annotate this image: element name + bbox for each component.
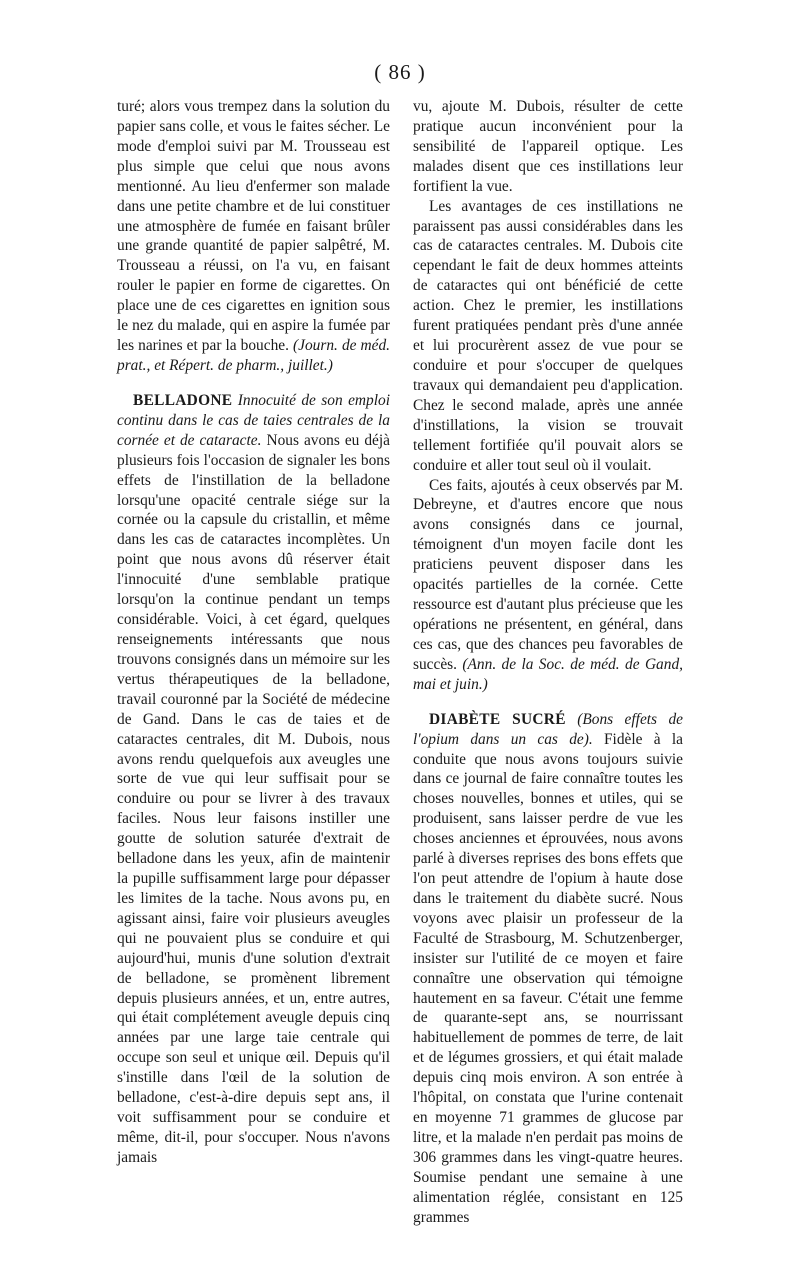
paragraph-text: turé; alors vous trempez dans la solution du papier sans colle, et vous le faites sécher. Le mode d'emploi suivi par M. Trousseau est plus simple que celui que nous avons mentionné. Au lieu d'enfermer son malade dans une petite chambre et de lui constituer une atmosphère de fumée en faisant brûler une grande quantité de papier salpêtré, M. Trousseau a réussi, on l'a vu, en faisant rouler le papier en forme de cigarettes. On place une de ces cigarettes en ignition sous le nez du malade, qui en aspire la fumée par les narines et par la bouche.: [117, 98, 390, 355]
citation: (Ann. de la Soc. de méd. de Gand, mai et juin.): [413, 655, 683, 693]
page-number: ( 86 ): [374, 60, 426, 84]
paragraph: [117, 97, 390, 376]
section-heading: [117, 391, 390, 1168]
left-column: [117, 97, 390, 1168]
paragraph: Les avantages de ces instillations ne paraissent pas aussi considérables dans les cas de cataractes centrales. M. Dubois cite cependant le fait de deux hommes atteints de cataractes qui ont bénéficié de cette action. Chez le premier, les instillations furent pratiquées pendant près d'une année et lui procurèrent assez de vue pour se conduire et pour s'occuper de quelques travaux qui demandaient peu d'application. Chez le second malade, après une année d'instillations, la vision se trouvait tellement fortifiée qu'il pouvait alors se conduire et aller tout seul où il voulait.: [413, 197, 683, 474]
section-title: DIABÈTE SUCRÉ: [429, 710, 566, 728]
section-heading: [413, 710, 683, 1228]
section-subtitle: (Bons effets de l'opium dans un cas de).: [413, 710, 683, 748]
paragraph: vu, ajoute M. Dubois, résulter de cette pratique aucun inconvénient pour la sensibilité de l'appareil optique. Les malades disent que ces instillations leur fortifient la vue.: [413, 98, 683, 195]
paragraph: [413, 476, 683, 695]
section-subtitle: Innocuité de son emploi continu dans le cas de taies centrales de la cornée et de cataracte.: [117, 391, 390, 449]
paragraph-text: Ces faits, ajoutés à ceux observés par M. Debreyne, et d'autres encore que nous avons consignés dans ce journal, témoignent d'un moyen facile dont les praticiens peuvent disposer dans les opacités partielles de la cornée. Cette ressource est d'autant plus précieuse que les opérations ne présentent, en général, dans ces cas, que des chances peu favorables de succès.: [413, 476, 683, 673]
citation: (Journ. de méd. prat., et Répert. de pharm., juillet.): [117, 337, 391, 374]
paragraph-text: Nous avons eu déjà plusieurs fois l'occasion de signaler les bons effets de l'instillation de la belladone lorsqu'une opacité centrale siége sur la cornée ou la capsule du cristallin, et même dans les cas de cataractes incomplètes. Un point que nous avons dû réserver était l'innocuité d'une semblable pratique lorsqu'on la continue pendant un temps considérable. Voici, à cet égard, quelques renseignements intéressants que nous trouvons consignés dans un mémoire sur les vertus thérapeutiques de la belladone, travail couronné par la Société de médecine de Gand. Dans le cas de taies et de cataractes centrales, dit M. Dubois, nous avons rendu quelquefois aux aveugles une sorte de vue qui leur suffisait pour se conduire ou pour se livrer à des travaux faciles. Nous leur faisons instiller une goutte de solution saturée d'extrait de belladone dans les yeux, afin de maintenir la pupille suffisamment large pour dépasser les limites de la tache. Nous avons pu, en agissant ainsi, faire voir plusieurs aveugles qui ne pouvaient plus se conduire et qui aujourd'hui, munis d'une solution d'extrait de belladone, se promènent librement depuis plusieurs années, et un, entre autres, qui était complétement aveugle depuis cinq années par une large taie centrale qui occupe son seul et unique œil. Depuis qu'il s'instille dans l'œil de la solution de belladone, c'est-à-dire depuis sept ans, il voit suffisamment pour se conduire et même, dit-il, pour s'occuper. Nous n'avons jamais: [117, 431, 390, 1166]
paragraph-text: Fidèle à la conduite que nous avons toujours suivie dans ce journal de faire connaître toutes les choses nouvelles, bonnes et utiles, qui se produisent, sans laisser perdre de vue les choses anciennes et éprouvées, nous avons parlé à diverses reprises des bons effets que l'on peut attendre de l'opium à haute dose dans le traitement du diabète sucré. Nous voyons avec plaisir un professeur de la Faculté de Strasbourg, M. Schutzenberger, insister sur l'utilité de ce moyen et faire connaître une observation qui témoigne hautement en sa faveur. C'était une femme de quarante-sept ans, se nourrissant habituellement de pommes de terre, de lait et de légumes grossiers, et qui était malade depuis cinq mois environ. A son entrée à l'hôpital, on constata que l'urine contenait en moyenne 71 grammes de glucose par litre, et la malade n'en perdait pas moins de 306 grammes dans les vingt-quatre heures. Soumise pendant une semaine à une alimentation réglée, consistant en 125 grammes: [413, 730, 683, 1226]
right-column: [413, 97, 683, 1228]
section-title: BELLADONE: [133, 391, 233, 409]
